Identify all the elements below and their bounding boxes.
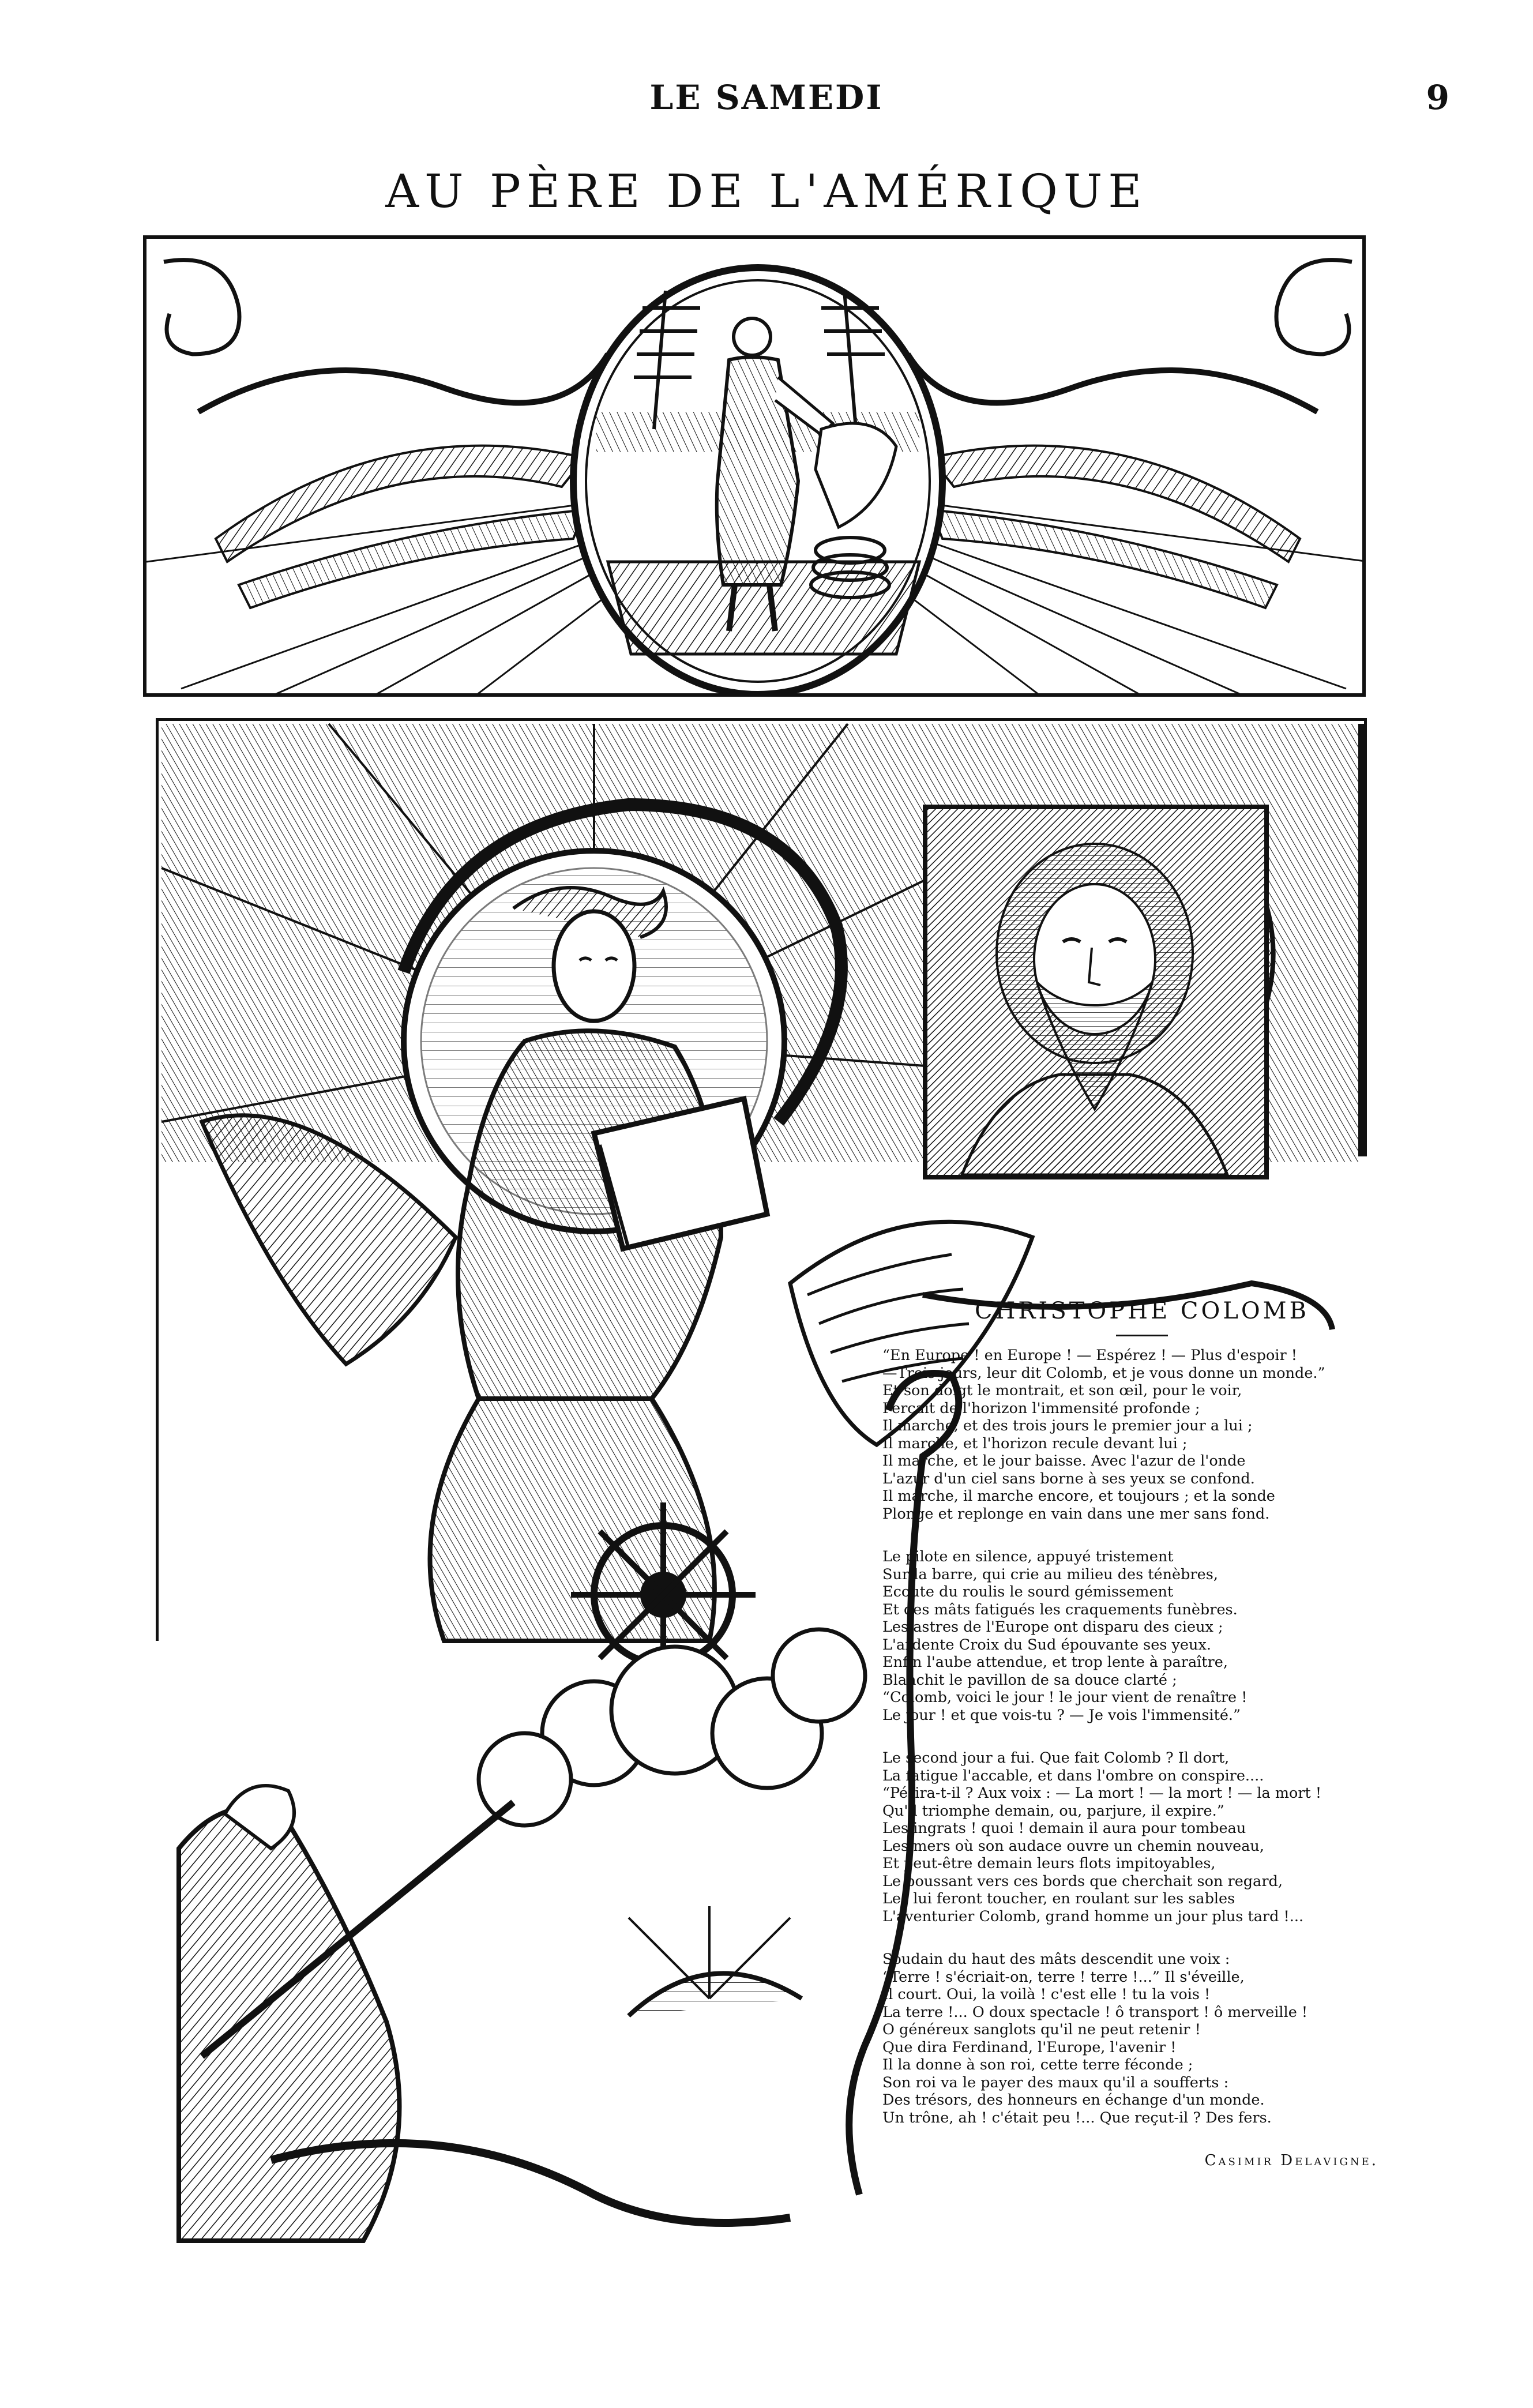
verse-line: Le pilote en silence, appuyé tristement: [882, 1548, 1174, 1565]
verse-line: La terre !... O doux spectacle ! ô transport ! ô merveille !: [882, 2003, 1308, 2021]
poem-author: Casimir Delavigne.: [1204, 2152, 1378, 2169]
verse-line: Soudain du haut des mâts descendit une voix :: [882, 1951, 1230, 1968]
verse-line: “Périra-t-il ? Aux voix : — La mort ! — la mort ! — la mort !: [882, 1785, 1322, 1802]
verse-line: Il la donne à son roi, cette terre féconde ;: [882, 2056, 1193, 2073]
stanza-3: [882, 1749, 1402, 1925]
running-title: LE SAMEDI: [649, 78, 884, 117]
verse-line: “En Europe ! en Europe ! — Espérez ! — Plus d'espoir !: [882, 1347, 1298, 1364]
verse-line: Plonge et replonge en vain dans une mer sans fond.: [882, 1505, 1270, 1523]
verse-line: Qu'il triomphe demain, ou, parjure, il expire.”: [882, 1802, 1224, 1820]
verse-line: Les ingrats ! quoi ! demain il aura pour tombeau: [882, 1820, 1246, 1837]
verse-line: Blanchit le pavillon de sa douce clarté ;: [882, 1671, 1177, 1689]
verse-line: Que dira Ferdinand, l'Europe, l'avenir !: [882, 2038, 1177, 2056]
verse-line: Le second jour a fui. Que fait Colomb ? Il dort,: [882, 1749, 1230, 1767]
verse-line: Des trésors, des honneurs en échange d'un monde.: [882, 2091, 1265, 2109]
verse-line: La fatigue l'accable, et dans l'ombre on conspire....: [882, 1767, 1264, 1785]
verse-line: Enfin l'aube attendue, et trop lente à paraître,: [882, 1654, 1228, 1671]
verse-line: L'aventurier Colomb, grand homme un jour plus tard !...: [882, 1907, 1304, 1925]
verse-line: Et son doigt le montrait, et son œil, pour le voir,: [882, 1382, 1242, 1399]
verse-line: Sur la barre, qui crie au milieu des ténèbres,: [882, 1565, 1218, 1583]
verse-line: Perçait de l'horizon l'immensité profonde ;: [882, 1399, 1200, 1417]
title-rule: [1116, 1335, 1168, 1336]
banner-illustration: [146, 239, 1366, 697]
page-title: AU PÈRE DE L'AMÉRIQUE: [385, 164, 1148, 218]
verse-line: Et des mâts fatigués les craquements funèbres.: [882, 1601, 1238, 1618]
verse-line: Son roi va le payer des maux qu'il a soufferts :: [882, 2073, 1229, 2091]
poem: [882, 1298, 1402, 2169]
verse-line: Les mers où son audace ouvre un chemin nouveau,: [882, 1837, 1264, 1855]
running-head: [0, 78, 1533, 124]
portrait-illustration: [927, 809, 1264, 1175]
verse-line: “Colomb, voici le jour ! le jour vient de renaître !: [882, 1689, 1248, 1706]
verse-line: L'azur d'un ciel sans borne à ses yeux se confond.: [882, 1470, 1255, 1487]
verse-line: —Trois jours, leur dit Colomb, et je vous donne un monde.”: [882, 1364, 1325, 1382]
verse-line: Il marche, et l'horizon recule devant lui ;: [882, 1434, 1188, 1452]
verse-line: Ecoute du roulis le sourd gémissement: [882, 1583, 1174, 1601]
page-number: 9: [1426, 78, 1449, 117]
clouds: [479, 1629, 865, 1825]
stanza-4: [882, 1951, 1402, 2127]
verse-line: Le poussant vers ces bords que cherchait son regard,: [882, 1872, 1283, 1890]
verse-line: Les lui feront toucher, en roulant sur les sables: [882, 1890, 1235, 1907]
verse-line: Il marche, et des trois jours le premier jour a lui ;: [882, 1417, 1253, 1434]
verse-line: Et peut-être demain leurs flots impitoyables,: [882, 1855, 1216, 1872]
author-portrait: [923, 805, 1269, 1179]
top-engraving-banner: [143, 235, 1366, 697]
verse-line: Les astres de l'Europe ont disparu des cieux ;: [882, 1618, 1223, 1636]
verse-line: Il court. Oui, la voilà ! c'est elle ! tu la vois !: [882, 1986, 1211, 2003]
verse-line: Il marche, et le jour baisse. Avec l'azur de l'onde: [882, 1452, 1246, 1470]
verse-line: Il marche, il marche encore, et toujours ; et la sonde: [882, 1487, 1275, 1505]
verse-line: Le jour ! et que vois-tu ? — Je vois l'immensité.”: [882, 1706, 1241, 1724]
stanza-1: [882, 1347, 1402, 1523]
verse-line: “Terre ! s'écriait-on, terre ! terre !...” Il s'éveille,: [882, 1968, 1245, 1986]
stanza-2: [882, 1548, 1402, 1724]
poem-title: CHRISTOPHE COLOMB: [974, 1298, 1310, 1324]
verse-line: Un trône, ah ! c'était peu !... Que reçut-il ? Des fers.: [882, 2109, 1272, 2127]
verse-line: L'ardente Croix du Sud épouvante ses yeux.: [882, 1636, 1211, 1654]
verse-line: O généreux sanglots qu'il ne peut retenir !: [882, 2021, 1201, 2038]
